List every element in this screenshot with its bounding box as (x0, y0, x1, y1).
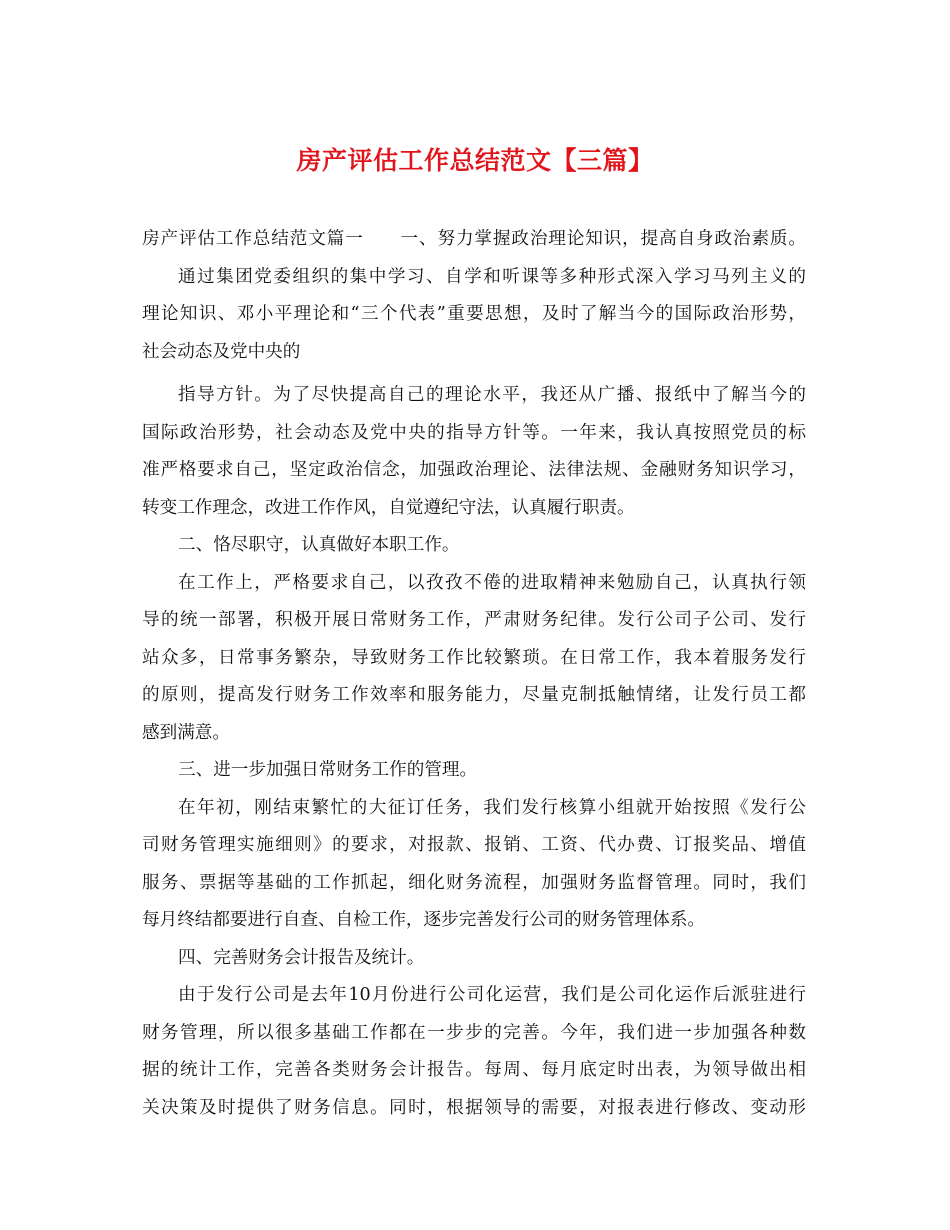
paragraph-line: 导的统一部署，积极开展日常财务工作，严肃财务纪律。发行公司子公司、发行 (142, 610, 806, 630)
paragraph-line: 在年初，刚结束繁忙的大征订任务，我们发行核算小组就开始按照《发行公 (178, 797, 806, 818)
paragraph-line: 准严格要求自己，坚定政治信念，加强政治理论、法律法规、金融财务知识学习， (142, 460, 806, 480)
section-heading: 四、完善财务会计报告及统计。 (178, 947, 425, 968)
paragraph-line: 社会动态及党中央的 (142, 341, 301, 362)
paragraph-line: 在工作上，严格要求自己，以孜孜不倦的进取精神来勉励自己，认真执行领 (178, 572, 806, 593)
document-body (142, 221, 806, 1127)
paragraph-line: 感到满意。 (142, 722, 230, 743)
paragraph-line: 的原则，提高发行财务工作效率和服务能力，尽量克制抵触情绪，让发行员工都 (142, 685, 806, 705)
paragraph-line: 由于发行公司是去年10月份进行公司化运营，我们是公司化运作后派驻进行 (178, 985, 806, 1005)
paragraph-line: 服务、票据等基础的工作抓起，细化财务流程，加强财务监督管理。同时，我们 (142, 872, 806, 893)
paragraph-line: 关决策及时提供了财务信息。同时，根据领导的需要，对报表进行修改、变动形 (142, 1097, 806, 1118)
paragraph-line: 据的统计工作，完善各类财务会计报告。每周、每月底定时出表，为领导做出相 (142, 1060, 806, 1080)
paragraph-line: 指导方针。为了尽快提高自己的理论水平，我还从广播、报纸中了解当今的 (178, 385, 806, 405)
paragraph-line: 理论知识、邓小平理论和“三个代表”重要思想，及时了解当今的国际政治形势， (142, 304, 806, 324)
document-title: 房产评估工作总结范文【三篇】 (296, 146, 654, 175)
paragraph-line: 通过集团党委组织的集中学习、自学和听课等多种形式深入学习马列主义的 (178, 266, 806, 287)
paragraph-line: 每月终结都要进行自查、自检工作，逐步完善发行公司的财务管理体系。 (142, 910, 706, 930)
section-heading: 三、进一步加强日常财务工作的管理。 (178, 760, 478, 780)
paragraph-line: 房产评估工作总结范文篇一 一、努力掌握政治理论知识，提高自身政治素质。 (142, 229, 806, 249)
paragraph-line: 站众多，日常事务繁杂，导致财务工作比较繁琐。在日常工作，我本着服务发行 (142, 647, 806, 668)
paragraph-line: 国际政治形势，社会动态及党中央的指导方针等。一年来，我认真按照党员的标 (142, 422, 806, 443)
paragraph-line: 转变工作理念，改进工作作风，自觉遵纪守法，认真履行职责。 (142, 497, 635, 518)
paragraph-line: 财务管理，所以很多基础工作都在一步步的完善。今年，我们进一步加强各种数 (142, 1022, 806, 1043)
section-heading: 二、恪尽职守，认真做好本职工作。 (178, 535, 460, 555)
paragraph-line: 司财务管理实施细则》的要求，对报款、报销、工资、代办费、订报奖品、增值 (142, 835, 806, 855)
